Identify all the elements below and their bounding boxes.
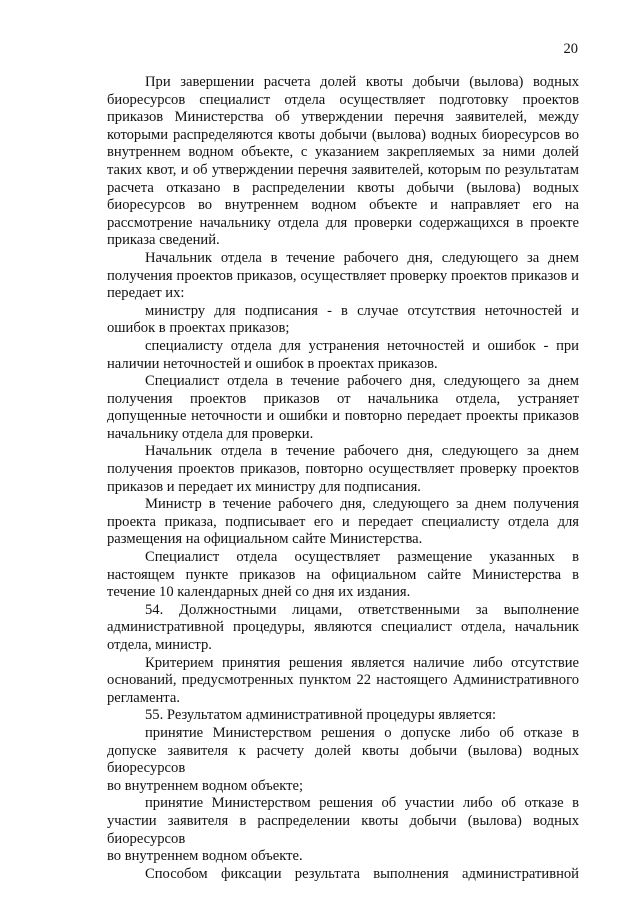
paragraph: Критерием принятия решения является наличие либо отсутствие оснований, предусмотренных пунктом 22 настоящего Административного регламента.: [107, 654, 579, 706]
paragraph: Специалист отдела осуществляет размещение указанных в настоящем пункте приказов на официальном сайте Министерства в течение 10 календарных дней со дня их издания.: [107, 549, 579, 601]
page-number: 20: [563, 41, 578, 57]
paragraph: Министр в течение рабочего дня, следующего за днем получения проекта приказа, подписывает его и передает специалисту отдела для размещения на официальном сайте Министерства.: [107, 496, 579, 548]
paragraph: Специалист отдела в течение рабочего дня, следующего за днем получения проектов приказов от начальника отдела, устраняет допущенные неточности и ошибки и повторно передает проекты приказов начальнику отдела для проверки.: [107, 373, 579, 442]
paragraph: принятие Министерством решения об участии либо об отказе в участии заявителя в распределении квоты добычи (вылова) водных биоресурсов: [107, 795, 579, 847]
paragraph: Начальник отдела в течение рабочего дня, следующего за днем получения проектов приказов, осуществляет проверку проектов приказов и передает их:: [107, 249, 579, 302]
paragraph: специалисту отдела для устранения неточностей и ошибок - при наличии неточностей и ошибок в проектах приказов.: [107, 337, 579, 372]
paragraph: 54. Должностными лицами, ответственными за выполнение административной процедуры, являются специалист отдела, начальник отдела, министр.: [107, 601, 579, 653]
paragraph: Способом фиксации результата выполнения административной: [145, 865, 579, 882]
paragraph: При завершении расчета долей квоты добычи (вылова) водных биоресурсов специалист отдела осуществляет подготовку проектов приказов Министерства об утверждении перечня заявителей, между которыми распределяются квоты добычи (вылова) водных биоресурсов во внутреннем водном объекте, с указанием закрепляемых за ними долей таких квот, и об утверждении перечня заявителей, которым по результатам расчета отказано в распределении квоты добычи (вылова) водных биоресурсов во внутреннем водном объекте и направляет его на рассмотрение начальнику отдела для проверки содержащихся в проекте приказа сведений.: [107, 74, 579, 249]
paragraph: министру для подписания - в случае отсутствия неточностей и ошибок в проектах приказов;: [107, 302, 579, 337]
paragraph: Начальник отдела в течение рабочего дня, следующего за днем получения проектов приказов, повторно осуществляет проверку проектов приказов и передает их министру для подписания.: [107, 443, 579, 495]
paragraph: принятие Министерством решения о допуске либо об отказе в допуске заявителя к расчету долей квоты добычи (вылова) водных биоресурсов: [107, 724, 579, 777]
document-body: [107, 74, 579, 883]
paragraph: во внутреннем водном объекте;: [107, 777, 304, 794]
paragraph: 55. Результатом административной процедуры является:: [145, 707, 497, 724]
paragraph: во внутреннем водном объекте.: [107, 848, 303, 865]
